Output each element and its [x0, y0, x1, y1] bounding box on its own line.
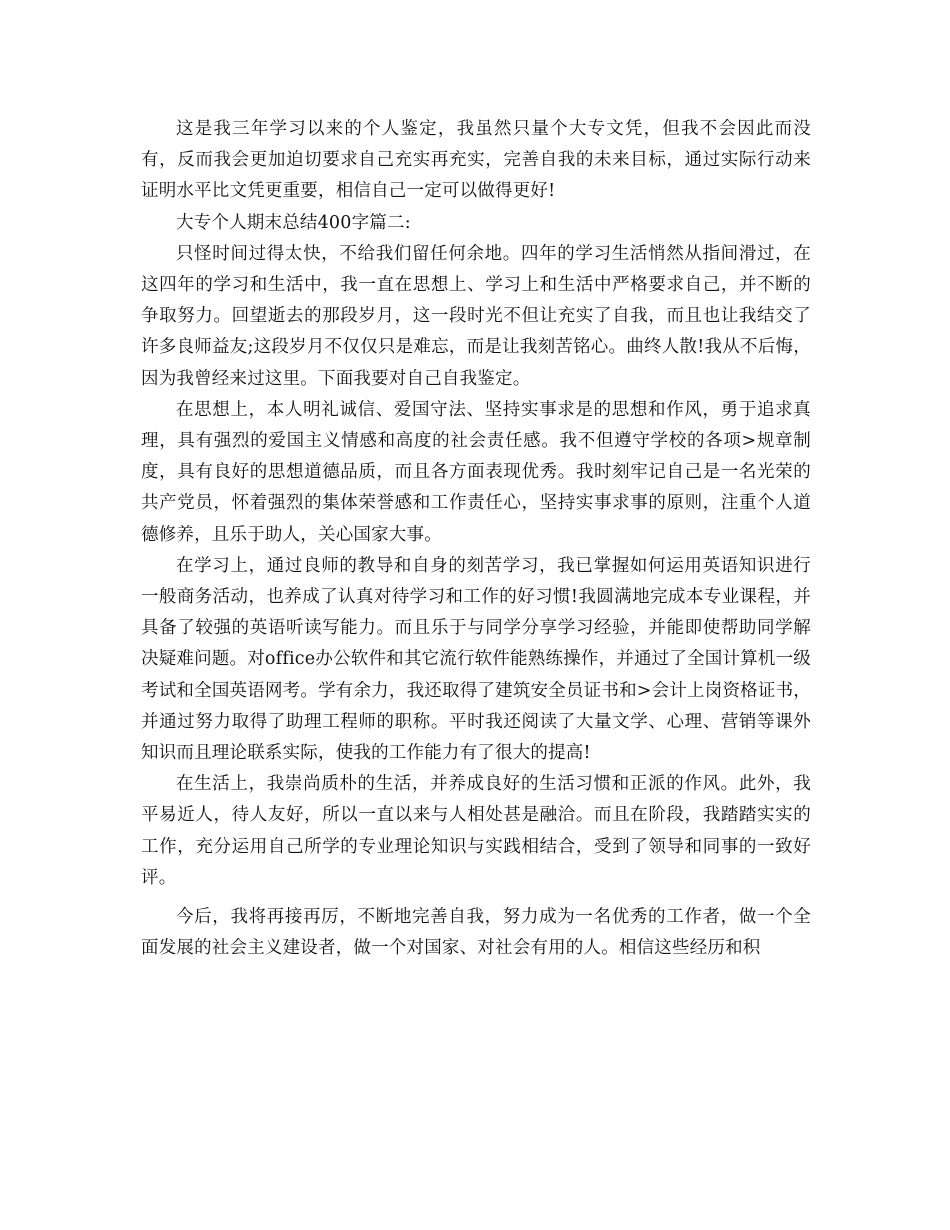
paragraph-study: 在学习上，通过良师的教导和自身的刻苦学习，我已掌握如何运用英语知识进行一般商务活动，也养成了认真对待学习和工作的好习惯!我圆满地完成本专业课程，并具备了较强的英语听读写能力。而且乐于与同学分享学习经验，并能即使帮助同学解决疑难问题。对office办公软件和其它流行软件能熟练操作，并通过了全国计算机一级考试和全国英语网考。学有余力，我还取得了建筑安全员证书和>会计上岗资格证书，并通过努力取得了助理工程师的职称。平时我还阅读了大量文学、心理、营销等课外知识而且理论联系实际，使我的工作能力有了很大的提高! — [141, 555, 811, 764]
document-body — [141, 114, 811, 964]
paragraph-future: 今后，我将再接再厉，不断地完善自我，努力成为一名优秀的工作者，做一个全面发展的社会主义建设者，做一个对国家、对社会有用的人。相信这些经历和积 — [141, 907, 811, 959]
paragraph-intro: 只怪时间过得太快，不给我们留任何余地。四年的学习生活悄然从指间滑过，在这四年的学习和生活中，我一直在思想上、学习上和生活中严格要求自己，并不断的争取努力。回望逝去的那段岁月，这一段时光不但让充实了自我，而且也让我结交了许多良师益友;这段岁月不仅仅只是难忘，而是让我刻苦铭心。曲终人散!我从不后悔，因为我曾经来过这里。下面我要对自己自我鉴定。 — [141, 243, 811, 389]
paragraph-ideology: 在思想上，本人明礼诚信、爱国守法、坚持实事求是的思想和作风，勇于追求真理，具有强烈的爱国主义情感和高度的社会责任感。我不但遵守学校的各项>规章制度，具有良好的思想道德品质，而且各方面表现优秀。我时刻牢记自己是一名光荣的共产党员，怀着强烈的集体荣誉感和工作责任心，坚持实事求事的原则，注重个人道德修养，且乐于助人，关心国家大事。 — [141, 399, 811, 545]
section-heading-part-two: 大专个人期末总结400字篇二: — [176, 212, 411, 233]
paragraph-life: 在生活上，我崇尚质朴的生活，并养成良好的生活习惯和正派的作风。此外，我平易近人，待人友好，所以一直以来与人相处甚是融洽。而且在阶段，我踏踏实实的工作，充分运用自己所学的专业理论知识与实践相结合，受到了领导和同事的一致好评。 — [141, 774, 811, 888]
paragraph-closing-self-assessment: 这是我三年学习以来的个人鉴定，我虽然只量个大专文凭，但我不会因此而没有，反而我会更加迫切要求自己充实再充实，完善自我的未来目标，通过实际行动来证明水平比文凭更重要，相信自己一定可以做得更好! — [141, 119, 811, 202]
